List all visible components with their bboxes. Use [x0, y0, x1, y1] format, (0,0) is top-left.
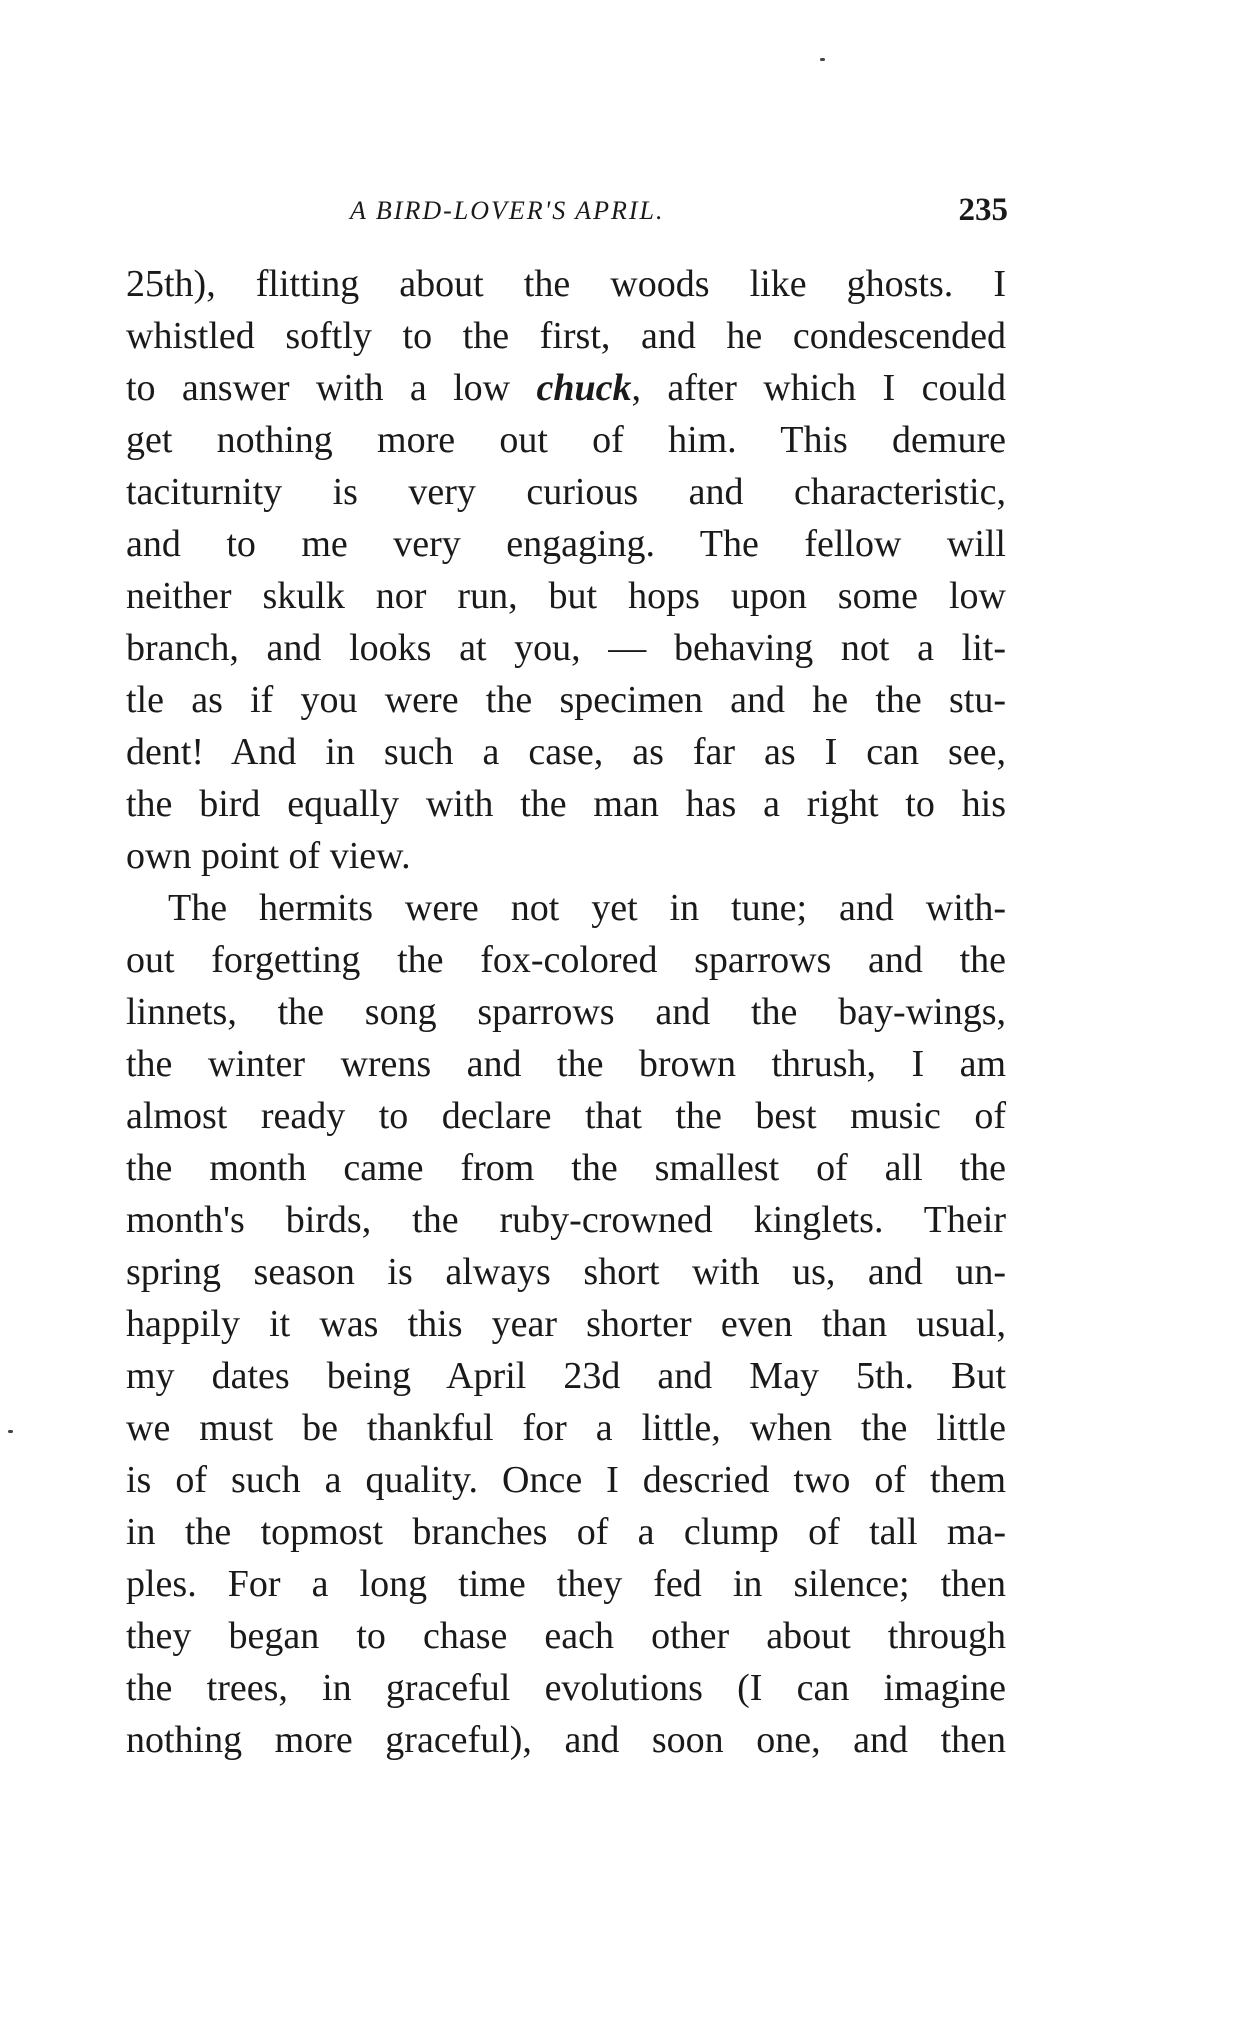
text-line: taciturnity is very curious and characteristic,	[126, 471, 1006, 513]
text-line: happily it was this year shorter even than usual,	[126, 1303, 1006, 1345]
text-line: branch, and looks at you, — behaving not a lit-	[126, 627, 1006, 669]
emphasis-chuck: chuck	[536, 367, 632, 409]
text-line	[126, 362, 1006, 414]
scan-speck	[8, 1430, 13, 1433]
text-line: is of such a quality. Once I descried two of them	[126, 1459, 1006, 1501]
text-line: dent! And in such a case, as far as I can see,	[126, 731, 1006, 773]
text-line: own point of view.	[126, 835, 411, 877]
text-line: out forgetting the fox-colored sparrows and the	[126, 939, 1006, 981]
text-line: tle as if you were the specimen and he the stu-	[126, 679, 1006, 721]
text-line: almost ready to declare that the best music of	[126, 1095, 1006, 1137]
text-line: they began to chase each other about through	[126, 1615, 1006, 1657]
text-line: The hermits were not yet in tune; and with-	[168, 887, 1006, 929]
text-line: 25th), flitting about the woods like ghosts. I	[126, 263, 1006, 305]
text-line: whistled softly to the first, and he condescended	[126, 315, 1006, 357]
running-head	[128, 192, 1008, 236]
text-line: the trees, in graceful evolutions (I can imagine	[126, 1667, 1006, 1709]
text-line-start: to answer with a low	[126, 367, 537, 409]
text-line: the month came from the smallest of all the	[126, 1147, 1006, 1189]
body-text	[126, 258, 1006, 1766]
text-line-end: , after which I could	[631, 367, 1006, 409]
text-line: we must be thankful for a little, when the little	[126, 1407, 1006, 1449]
text-line: and to me very engaging. The fellow will	[126, 523, 1006, 565]
page-number: 235	[958, 192, 1008, 228]
text-line: ples. For a long time they fed in silence; then	[126, 1563, 1006, 1605]
text-line: in the topmost branches of a clump of tall ma-	[126, 1511, 1006, 1553]
scan-speck	[820, 58, 825, 61]
text-line: neither skulk nor run, but hops upon some low	[126, 575, 1006, 617]
text-line: nothing more graceful), and soon one, and then	[126, 1719, 1006, 1761]
text-line: the winter wrens and the brown thrush, I am	[126, 1043, 1006, 1085]
running-title: A BIRD-LOVER'S APRIL.	[350, 196, 665, 225]
text-line: get nothing more out of him. This demure	[126, 419, 1006, 461]
text-line: the bird equally with the man has a right to his	[126, 783, 1006, 825]
text-line: month's birds, the ruby-crowned kinglets. Their	[126, 1199, 1006, 1241]
text-line: spring season is always short with us, and un-	[126, 1251, 1006, 1293]
text-line: my dates being April 23d and May 5th. But	[126, 1355, 1006, 1397]
text-line: linnets, the song sparrows and the bay-wings,	[126, 991, 1006, 1033]
